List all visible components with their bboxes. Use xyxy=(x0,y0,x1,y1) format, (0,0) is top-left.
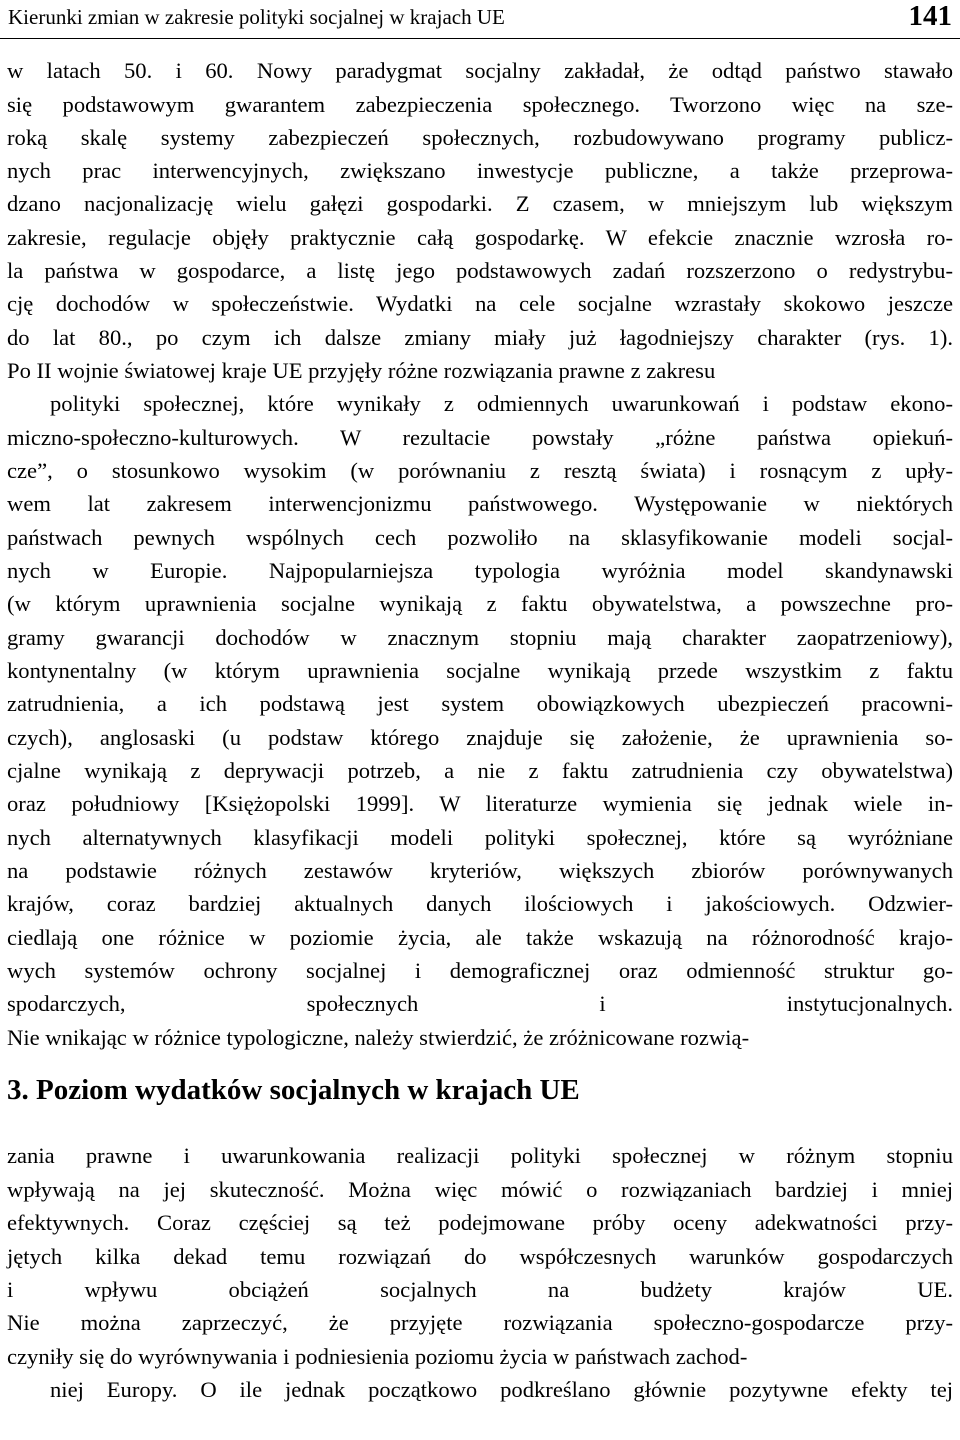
text-line: krajów, coraz bardziej aktualnych danych ilościowych i jakościowych. Odzwier- xyxy=(7,891,953,916)
section-heading: 3. Poziom wydatków socjalnych w krajach UE xyxy=(7,1074,580,1106)
text-line: efektywnych. Coraz częściej są też podejmowane próby oceny adekwatności przy- xyxy=(7,1210,953,1235)
text-line: się podstawowym gwarantem zabezpieczenia społecznego. Tworzono więc na sze- xyxy=(7,92,953,117)
text-line: la państwa w gospodarce, a listę jego podstawowych zadań rozszerzono o redystrybu- xyxy=(7,258,953,283)
text-line: nych prac interwencyjnych, zwiększano inwestycje publiczne, a także przeprowa- xyxy=(7,158,953,183)
text-line: spodarczych, społecznych i instytucjonalnych. xyxy=(7,991,953,1016)
page-number: 141 xyxy=(908,0,952,32)
text-line: niej Europy. O ile jednak początkowo podkreślano głównie pozytywne efekty tej xyxy=(50,1377,953,1402)
text-line: i wpływu obciążeń socjalnych na budżety krajów UE. xyxy=(7,1277,953,1302)
text-line: nych w Europie. Najpopularniejsza typologia wyróżnia model skandynawski xyxy=(7,558,953,583)
running-header-title: Kierunki zmian w zakresie polityki socjalnej w krajach UE xyxy=(8,5,505,29)
text-line: państwach pewnych wspólnych cech pozwoliło na sklasyfikowanie modeli socjal- xyxy=(7,525,953,550)
text-line: czych), anglosaski (u podstaw którego znajduje się założenie, że uprawnienia so- xyxy=(7,725,953,750)
text-line: Nie można zaprzeczyć, że przyjęte rozwiązania społeczno-gospodarcze przy- xyxy=(7,1310,953,1335)
text-line: jętych kilka dekad temu rozwiązań do współczesnych warunków gospodarczych xyxy=(7,1244,953,1269)
text-line: kontynentalny (w którym uprawnienia socjalne wynikają przede wszystkim z faktu xyxy=(7,658,953,683)
text-line: oraz południowy [Księżopolski 1999]. W literaturze wymienia się jednak wiele in- xyxy=(7,791,953,816)
text-line xyxy=(7,1406,953,1440)
text-line: polityki społecznej, które wynikały z odmiennych uwarunkowań i podstaw ekono- xyxy=(50,391,953,416)
text-line: gramy gwarancji dochodów w znacznym stopniu mają charakter zaopatrzeniowy), xyxy=(7,625,953,650)
text-line: Nie wnikając w różnice typologiczne, należy stwierdzić, że zróżnicowane rozwią- xyxy=(7,1025,750,1050)
text-line: zatrudnienia, a ich podstawą jest system obowiązkowych ubezpieczeń pracowni- xyxy=(7,691,953,716)
text-line: do lat 80., po czym ich dalsze zmiany miały już łagodniejszy charakter (rys. 1). xyxy=(7,325,953,350)
text-line: ciedlają one różnice w poziomie życia, ale także wskazują na różnorodność krajo- xyxy=(7,925,953,950)
text-line: zania prawne i uwarunkowania realizacji polityki społecznej w różnym stopniu xyxy=(7,1143,953,1168)
text-line: cze”, o stosunkowo wysokim (w porównaniu z resztą świata) i rosnącym z upły- xyxy=(7,458,953,483)
text-line: w latach 50. i 60. Nowy paradygmat socjalny zakładał, że odtąd państwo stawało xyxy=(7,58,953,83)
text-line: cjalne wynikają z deprywacji potrzeb, a nie z faktu zatrudnienia czy obywatelstwa) xyxy=(7,758,953,783)
text-line: (w którym uprawnienia socjalne wynikają z faktu obywatelstwa, a powszechne pro- xyxy=(7,591,953,616)
text-line: Po II wojnie światowej kraje UE przyjęły różne rozwiązania prawne z zakresu xyxy=(7,358,716,383)
text-line: wych systemów ochrony socjalnej i demograficznej oraz odmienność struktur go- xyxy=(7,958,953,983)
text-line: na podstawie różnych zestawów kryteriów, większych zbiorów porównywanych xyxy=(7,858,953,883)
text-line: cję dochodów w społeczeństwie. Wydatki na cele socjalne wzrastały skokowo jeszcze xyxy=(7,291,953,316)
text-line: zakresie, regulacje objęły praktycznie całą gospodarkę. W efekcie znacznie wzrosła ro- xyxy=(7,225,953,250)
text-line: dzano nacjonalizację wielu gałęzi gospodarki. Z czasem, w mniejszym lub większym xyxy=(7,191,953,216)
text-line: miczno-społeczno-kulturowych. W rezultacie powstały „różne państwa opiekuń- xyxy=(7,425,953,450)
text-line: wem lat zakresem interwencjonizmu państwowego. Występowanie w niektórych xyxy=(7,491,953,516)
text-line: nych alternatywnych klasyfikacji modeli polityki społecznej, które są wyróżniane xyxy=(7,825,953,850)
text-line: czyniły się do wyrównywania i podniesienia poziomu życia w państwach zachod- xyxy=(7,1344,748,1369)
text-line: roką skalę systemy zabezpieczeń społecznych, rozbudowywano programy publicz- xyxy=(7,125,953,150)
text-line: wpływają na jej skuteczność. Można więc mówić o rozwiązaniach bardziej i mniej xyxy=(7,1177,953,1202)
